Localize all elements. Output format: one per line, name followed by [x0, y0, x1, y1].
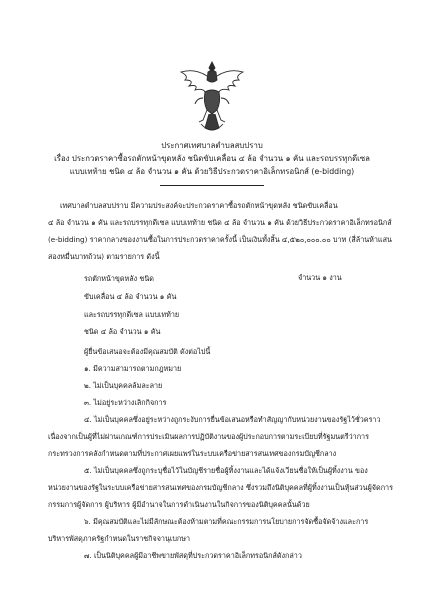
qualification-2: ๒. ไม่เป็นบุคคลล้มละลาย — [84, 381, 163, 390]
qualification-5-line-1: ๕. ไม่เป็นบุคคลซึ่งถูกระบุชื่อไว้ในบัญชีรายชื่อผู้ทิ้งงานและได้แจ้งเวียนชื่อให้เป็นผู้ทิ้งงาน ของ — [84, 466, 368, 475]
header-divider — [160, 185, 264, 186]
qualification-1: ๑. มีความสามารถตามกฎหมาย — [84, 364, 182, 373]
qualification-6-line-1: ๖. มีคุณสมบัติและไม่มีลักษณะต้องห้ามตามที่คณะกรรมการนโยบายการจัดซื้อจัดจ้างและการ — [84, 517, 369, 526]
intro-line-1: เทศบาลตำบลสบปราบ มีความประสงค์จะประกวดราคาซื้อรถตักหน้าขุดหลัง ชนิดขับเคลื่อน — [60, 201, 338, 210]
announcement-org: ประกาศเทศบาลตำบลสบปราบ — [161, 141, 263, 150]
qualifications-heading: ผู้ยื่นข้อเสนอจะต้องมีคุณสมบัติ ดังต่อไปนี้ — [84, 347, 211, 356]
item-line-1: รถตักหน้าขุดหลัง ชนิด — [84, 274, 154, 283]
qualification-4-line-1: ๔. ไม่เป็นบุคคลซึ่งอยู่ระหว่างถูกระงับการยื่นข้อเสนอหรือทำสัญญากับหน่วยงานของรัฐไว้ชั่วคราว — [84, 415, 381, 424]
item-quantity: จำนวน ๑ งาน — [298, 273, 342, 282]
intro-line-2: ๔ ล้อ จำนวน ๑ คัน และรถบรรทุกดีเซล แบบเทท้าย ชนิด ๔ ล้อ จำนวน ๑ คัน ด้วยวิธีประกวดราคาอิเล็กทรอนิกส์ — [48, 218, 392, 227]
qualification-5-line-2: หน่วยงานของรัฐในระบบเครือข่ายสารสนเทศของกรมบัญชีกลาง ซึ่งรวมถึงนิติบุคคลที่ผู้ทิ้งงานเป็นหุ้นส่วนผู้จัดการ — [48, 483, 393, 492]
item-line-2: ขับเคลื่อน ๔ ล้อ จำนวน ๑ คัน — [84, 292, 177, 301]
qualification-7: ๗. เป็นนิติบุคคลผู้มีอาชีพขายพัสดุที่ประกวดราคาอิเล็กทรอนิกส์ดังกล่าว — [84, 551, 302, 560]
intro-line-4: สองหมื่นบาทถ้วน) ตามรายการ ดังนี้ — [48, 252, 160, 261]
item-line-3: และรถบรรทุกดีเซล แบบเทท้าย — [84, 310, 180, 319]
garuda-emblem-icon — [175, 58, 249, 136]
qualification-4-line-2: เนื่องจากเป็นผู้ที่ไม่ผ่านเกณฑ์การประเมินผลการปฏิบัติงานของผู้ประกอบการตามระเบียบที่รัฐมนตรีว่าการ — [48, 432, 369, 441]
qualification-4-line-3: กระทรวงการคลังกำหนดตามที่ประกาศเผยแพร่ในระบบเครือข่ายสารสนเทศของกรมบัญชีกลาง — [48, 449, 337, 458]
subject-line-2: แบบเทท้าย ชนิด ๔ ล้อ จำนวน ๑ คัน ด้วยวิธีประกวดราคาอิเล็กทรอนิกส์ (e-bidding) — [69, 167, 355, 176]
qualification-6-line-2: บริหารพัสดุภาครัฐกำหนดในราชกิจจานุเบกษา — [48, 534, 191, 543]
subject-line-1: เรื่อง ประกวดราคาซื้อรถตักหน้าขุดหลัง ชนิดขับเคลื่อน ๔ ล้อ จำนวน ๑ คัน และรถบรรทุกดีเซล — [54, 154, 370, 163]
intro-line-3: (e-bidding) ราคากลางของงานซื้อในการประกวดราคาครั้งนี้ เป็นเงินทั้งสิ้น ๔,๕๒๐,๐๐๐.๐๐ บาท (สี่ล้านห้าแสน — [48, 235, 392, 244]
item-line-4: ชนิด ๔ ล้อ จำนวน ๑ คัน — [84, 327, 161, 336]
qualification-3: ๓. ไม่อยู่ระหว่างเลิกกิจการ — [84, 398, 167, 407]
qualification-5-line-3: กรรมการผู้จัดการ ผู้บริหาร ผู้มีอำนาจในการดำเนินงานในกิจการของนิติบุคคลนั้นด้วย — [48, 500, 310, 509]
